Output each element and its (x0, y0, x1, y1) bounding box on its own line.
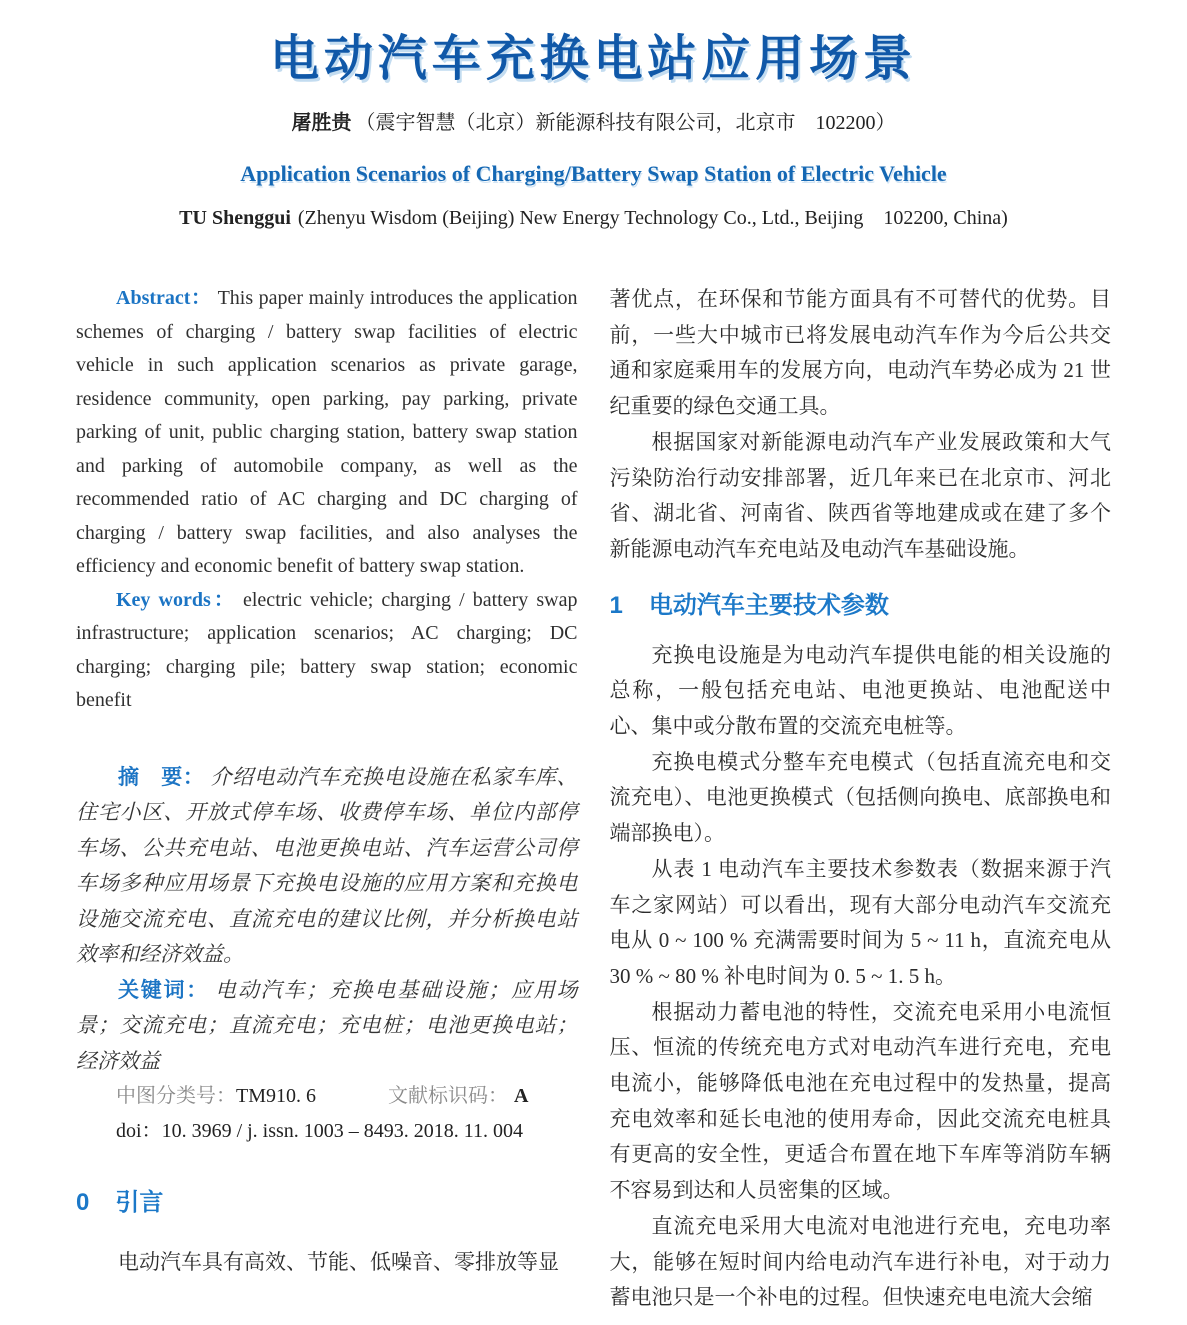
clc-line (76, 1079, 578, 1114)
author-name-en: TU Shenggui (179, 207, 291, 229)
author-name-cn: 屠胜贵 (291, 112, 352, 134)
paper-title-cn: 电动汽车充换电站应用场景 (270, 31, 917, 86)
clc-label: 中图分类号： (116, 1085, 236, 1107)
abstract-label: Abstract： (116, 287, 212, 309)
keywords-label: Key words： (116, 588, 237, 611)
body-paragraph-6: 根据动力蓄电池的特性，交流充电采用小电流恒压、恒流的传统充电方式对电动汽车进行充电，充电电流小，能够降低电池在充电过程中的发热量，提高充电效率和延长电池的使用寿命，因此交流充电桩具有更高的安全性，更适合布置在地下车库等消防车辆不容易到达和人员密集的区域。 (609, 999, 1111, 1203)
body-paragraph-7: 直流充电采用大电流对电池进行充电，充电功率大，能够在短时间内给电动汽车进行补电，对于动力蓄电池只是一个补电的过程。但快速充电电流大会缩 (609, 1213, 1111, 1310)
doc-code-value: A (514, 1085, 529, 1107)
doi-label: doi： (116, 1120, 162, 1142)
keywords-text: electric vehicle; charging / battery swap infrastructure; application scenarios; AC charging; DC charging; charging pile; battery swap station; economic benefit (76, 588, 578, 711)
guanjianci-text: 电动汽车；充换电基础设施；应用场景；交流充电；直流充电；充电桩；电池更换电站；经济效益 (76, 977, 578, 1073)
body-paragraph-2: 根据国家对新能源电动汽车产业发展政策和大气污染防治行动安排部署，近几年来已在北京市、河北省、湖北省、河南省、陕西省等地建成或在建了多个新能源电动汽车充电站及电动汽车基础设施。 (609, 429, 1111, 561)
doi-line (76, 1114, 578, 1149)
affiliation-en: (Zhenyu Wisdom (Beijing) New Energy Technology Co., Ltd., Beijing 102200, China) (297, 207, 1008, 229)
two-column-body (0, 282, 1187, 1316)
clc-value: TM910. 6 (236, 1085, 316, 1107)
author-line-en (0, 201, 1187, 230)
section-1-heading (610, 590, 1112, 622)
abstract-text: This paper mainly introduces the application schemes of charging / battery swap facilities of electric vehicle in such application scenarios as private garage, residence community, open parking, pay parking, private parking of unit, public charging station, battery swap station and parking of automobile company, as well as the recommended ratio of AC charging and DC charging of charging / battery swap facilities, and also analyses the efficiency and economic benefit of battery swap station. (76, 287, 578, 577)
affiliation-cn: （震宇智慧（北京）新能源科技有限公司，北京市 102200） (355, 112, 896, 134)
body-paragraph-1: 著优点，在环保和节能方面具有不可替代的优势。目前，一些大中城市已将发展电动汽车作为今后公共交通和家庭乘用车的发展方向，电动汽车势必成为 21 世纪重要的绿色交通工具。 (609, 287, 1111, 419)
body-paragraph-4: 充换电模式分整车充电模式（包括直流充电和交流充电）、电池更换模式（包括侧向换电、底部换电和端部换电）。 (609, 749, 1111, 846)
doc-code-label: 文献标识码： (388, 1085, 508, 1107)
doi-value: 10. 3969 / j. issn. 1003 – 8493. 2018. 11. 004 (161, 1120, 524, 1142)
section-1-title: 电动汽车主要技术参数 (648, 591, 889, 619)
zhaiyao-paragraph (76, 760, 578, 973)
left-column (76, 282, 578, 1316)
body-paragraph-3: 充换电设施是为电动汽车提供电能的相关设施的总称，一般包括充电站、电池更换站、电池配送中心、集中或分散布置的交流充电桩等。 (609, 642, 1111, 739)
zhaiyao-text: 介绍电动汽车充换电设施在私家车库、住宅小区、开放式停车场、收费停车场、单位内部停车场、公共充电站、电池更换电站、汽车运营公司停车场多种应用场景下充换电设施的应用方案和充换电设施交流充电、直流充电的建议比例，并分析换电站效率和经济效益。 (76, 764, 578, 966)
author-line-cn (0, 106, 1187, 135)
guanjianci-label: 关键词： (118, 977, 210, 1002)
body-paragraph-5: 从表 1 电动汽车主要技术参数表（数据来源于汽车之家网站）可以看出，现有大部分电动汽车交流充电从 0 ~ 100 % 充满需要时间为 5 ~ 11 h，直流充电从 30 % ~ 80 % 补电时间为 0. 5 ~ 1. 5 h。 (609, 856, 1111, 988)
section-0-heading (76, 1187, 578, 1219)
paper-header (0, 20, 1187, 230)
keywords-paragraph (76, 584, 578, 718)
paper-title-en: Application Scenarios of Charging/Battery Swap Station of Electric Vehicle (240, 161, 947, 186)
section-1-number: 1 (609, 591, 623, 619)
section-0-paragraph: 电动汽车具有高效、节能、低噪音、零排放等显 (118, 1250, 559, 1274)
right-column (610, 282, 1112, 1316)
abstract-paragraph (76, 282, 578, 584)
section-0-title: 引言 (115, 1189, 164, 1216)
zhaiyao-label: 摘 要： (118, 764, 205, 789)
section-0-number: 0 (76, 1189, 90, 1216)
guanjianci-paragraph (76, 973, 578, 1080)
